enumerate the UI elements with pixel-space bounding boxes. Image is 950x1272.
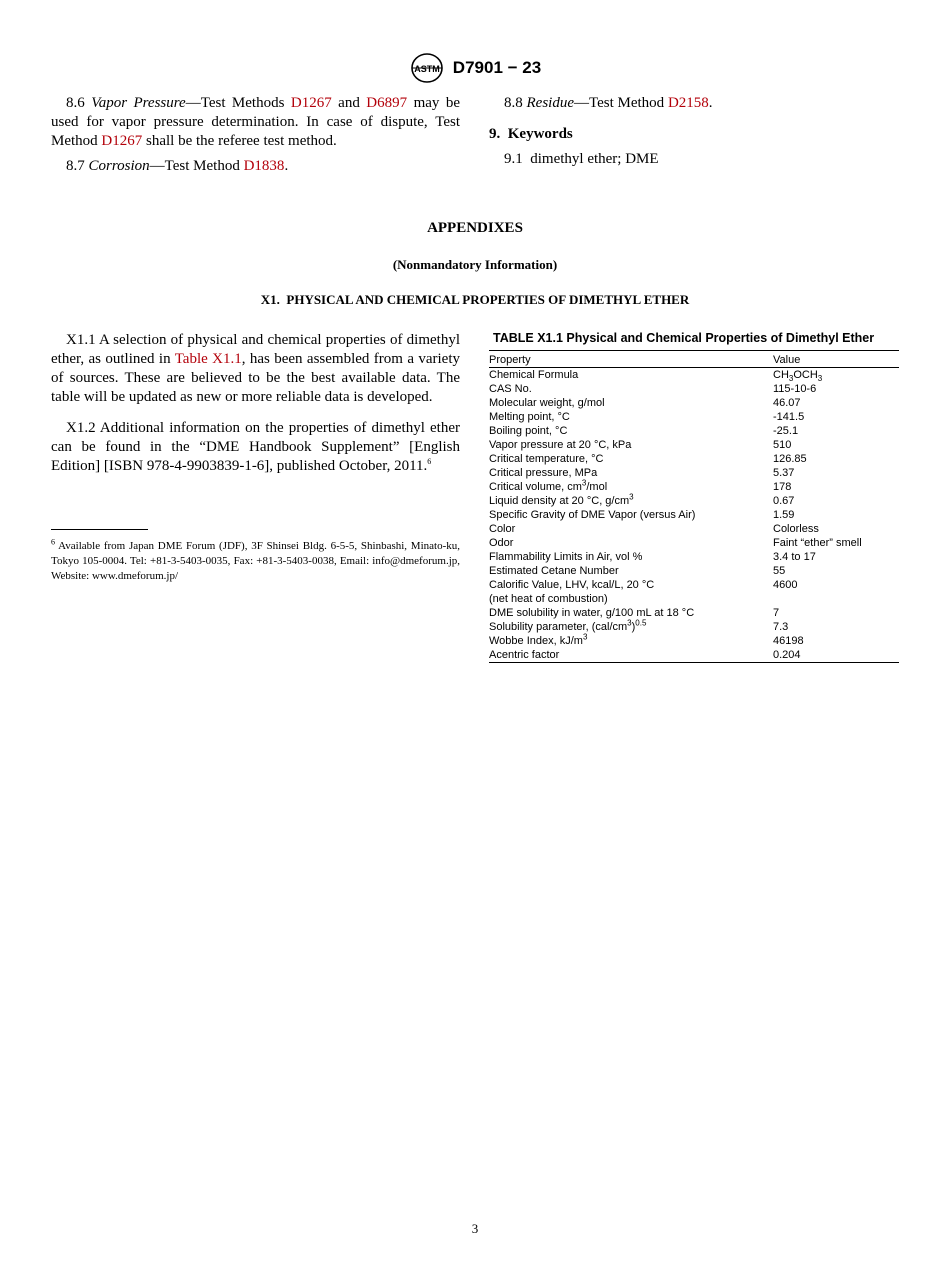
astm-logo-icon: [409, 52, 445, 84]
page-header: [0, 52, 950, 84]
property-cell: Specific Gravity of DME Vapor (versus Air): [489, 509, 696, 521]
footnote-mark: 6: [51, 537, 55, 547]
corrosion-title: Corrosion: [88, 158, 150, 174]
right-column-top: [489, 94, 899, 169]
property-cell: Flammability Limits in Air, vol %: [489, 551, 643, 563]
link-d6897[interactable]: D6897: [366, 95, 408, 111]
table-row: [489, 522, 899, 536]
property-cell: Molecular weight, g/mol: [489, 397, 605, 409]
value-cell: 7: [773, 607, 780, 619]
footnote-ref: 6: [427, 457, 432, 466]
value-cell: 1.59: [773, 509, 795, 521]
property-cell: Critical temperature, °C: [489, 453, 604, 465]
property-cell: CAS No.: [489, 383, 532, 395]
table-row: [489, 494, 899, 508]
col-header-value: Value: [773, 354, 801, 366]
table-row: [489, 606, 899, 620]
value-cell: 115-10-6: [773, 383, 817, 395]
value-cell: Faint “ether” smell: [773, 537, 862, 549]
link-d1267[interactable]: D1267: [290, 95, 332, 111]
left-column-top: [51, 94, 460, 176]
nonmandatory-subtitle: (Nonmandatory Information): [392, 257, 558, 272]
property-cell: DME solubility in water, g/100 mL at 18 °C: [489, 607, 695, 619]
link-d1267-referee[interactable]: D1267: [101, 133, 143, 149]
section-8-8: 8.8 Residue—Test Method D2158.: [504, 95, 713, 111]
value-cell: -25.1: [773, 425, 799, 437]
table-row: [489, 634, 899, 648]
table-row: [489, 508, 899, 522]
value-cell: 5.37: [773, 467, 795, 479]
footnote-rule: [51, 529, 148, 530]
section-8-6: 8.6 Vapor Pressure—Test Methods D1267 and D6897 may be used for vapor pressure determination. In case of dispute, Test Method D1267 shall be the referee test method.: [51, 95, 460, 149]
value-cell: 7.3: [773, 621, 789, 633]
x1-heading: X1. PHYSICAL AND CHEMICAL PROPERTIES OF DIMETHYL ETHER: [260, 292, 690, 307]
value-cell: 3.4 to 17: [773, 551, 816, 563]
value-cell: 126.85: [773, 453, 807, 465]
appendixes-title: APPENDIXES: [427, 220, 523, 236]
table-row: [489, 466, 899, 480]
value-cell: 178: [773, 481, 792, 493]
property-cell: Acentric factor: [489, 649, 560, 661]
property-cell: Boiling point, °C: [489, 425, 568, 437]
property-cell: Critical volume, $cm^3$/mol: [489, 478, 608, 493]
table-row: [489, 382, 899, 396]
page-number: 3: [471, 1221, 479, 1236]
table-row: [489, 578, 899, 606]
property-cell: Critical pressure, MPa: [489, 467, 598, 479]
property-cell: Chemical Formula: [489, 369, 579, 381]
table-row: [489, 564, 899, 578]
table-header-row: [489, 351, 899, 368]
link-table-x1-1[interactable]: Table X1.1: [174, 351, 242, 367]
section-x1-1: X1.1 A selection of physical and chemical properties of dimethyl ether, as outlined in Table X1.1, has been assembled from a variety of sources. These are believed to be the best available data. The table will be updated as new or more reliable data is developed.: [51, 332, 460, 405]
footnote-6: $^6$ Available from Japan DME Forum (JDF), 3F Shinsei Bldg. 6-5-5, Shinbashi, Minato-ku, Tokyo 105-0004. Tel: +81-3-5403-0035, Fax: +81-3-5403-0038, Email: info@dmeforum.jp, Website: www.dmeforum.jp/: [51, 537, 460, 582]
value-cell: 510: [773, 439, 792, 451]
residue-title: Residue: [526, 95, 574, 111]
property-cell: Estimated Cetane Number: [489, 565, 619, 577]
link-d2158[interactable]: D2158: [667, 95, 709, 111]
property-cell: Liquid density at 20 °C, $g/cm^3$: [489, 492, 634, 507]
value-cell: 46198: [773, 635, 804, 647]
left-column-appendix: [51, 331, 460, 476]
table-caption: TABLE X1.1 Physical and Chemical Properties of Dimethyl Ether: [493, 331, 875, 345]
table-row: [489, 368, 899, 383]
value-cell: -141.5: [773, 411, 805, 423]
property-cell: Solubility parameter, $(cal/cm^3)^{0.5}$: [489, 618, 647, 633]
section-x1-2: X1.2 Additional information on the properties of dimethyl ether can be found in the “DME Handbook Supplement” [English Edition] [ISBN 978-4-9903839-1-6], published October, 2011.$^6$: [51, 420, 460, 474]
table-row: [489, 480, 899, 494]
designation: D7901 − 23: [452, 58, 542, 77]
keywords-heading: 9. Keywords: [489, 126, 573, 142]
properties-table-wrap: [489, 350, 899, 663]
table-row: [489, 438, 899, 452]
property-cell: Calorific Value, LHV, kcal/L, 20 °C (net heat of combustion): [489, 579, 655, 605]
table-row: [489, 648, 899, 663]
property-cell: Odor: [489, 537, 514, 549]
value-cell: 55: [773, 565, 786, 577]
property-cell: Vapor pressure at 20 °C, kPa: [489, 439, 632, 451]
table-row: [489, 424, 899, 438]
section-9-1: 9.1 dimethyl ether; DME: [504, 151, 659, 167]
astm-logo-text: ASTM: [414, 64, 440, 74]
link-d1838[interactable]: D1838: [243, 158, 285, 174]
table-row: [489, 396, 899, 410]
table-row: [489, 550, 899, 564]
table-row: [489, 536, 899, 550]
value-cell: 0.67: [773, 495, 795, 507]
table-row: [489, 620, 899, 634]
value-cell: $CH_3OCH_3$: [773, 369, 823, 384]
value-cell: 4600: [773, 579, 798, 591]
value-cell: 46.07: [773, 397, 801, 409]
value-cell: Colorless: [773, 523, 819, 535]
properties-table: [489, 350, 899, 663]
section-8-7: 8.7 Corrosion—Test Method D1838.: [66, 158, 289, 174]
property-cell: Color: [489, 523, 516, 535]
col-header-property: Property: [489, 354, 531, 366]
property-cell: Wobbe Index, $kJ/m^3$: [489, 632, 588, 647]
property-cell: Melting point, °C: [489, 411, 570, 423]
table-row: [489, 452, 899, 466]
value-cell: 0.204: [773, 649, 801, 661]
table-row: [489, 410, 899, 424]
vapor-pressure-title: Vapor Pressure: [91, 95, 186, 111]
